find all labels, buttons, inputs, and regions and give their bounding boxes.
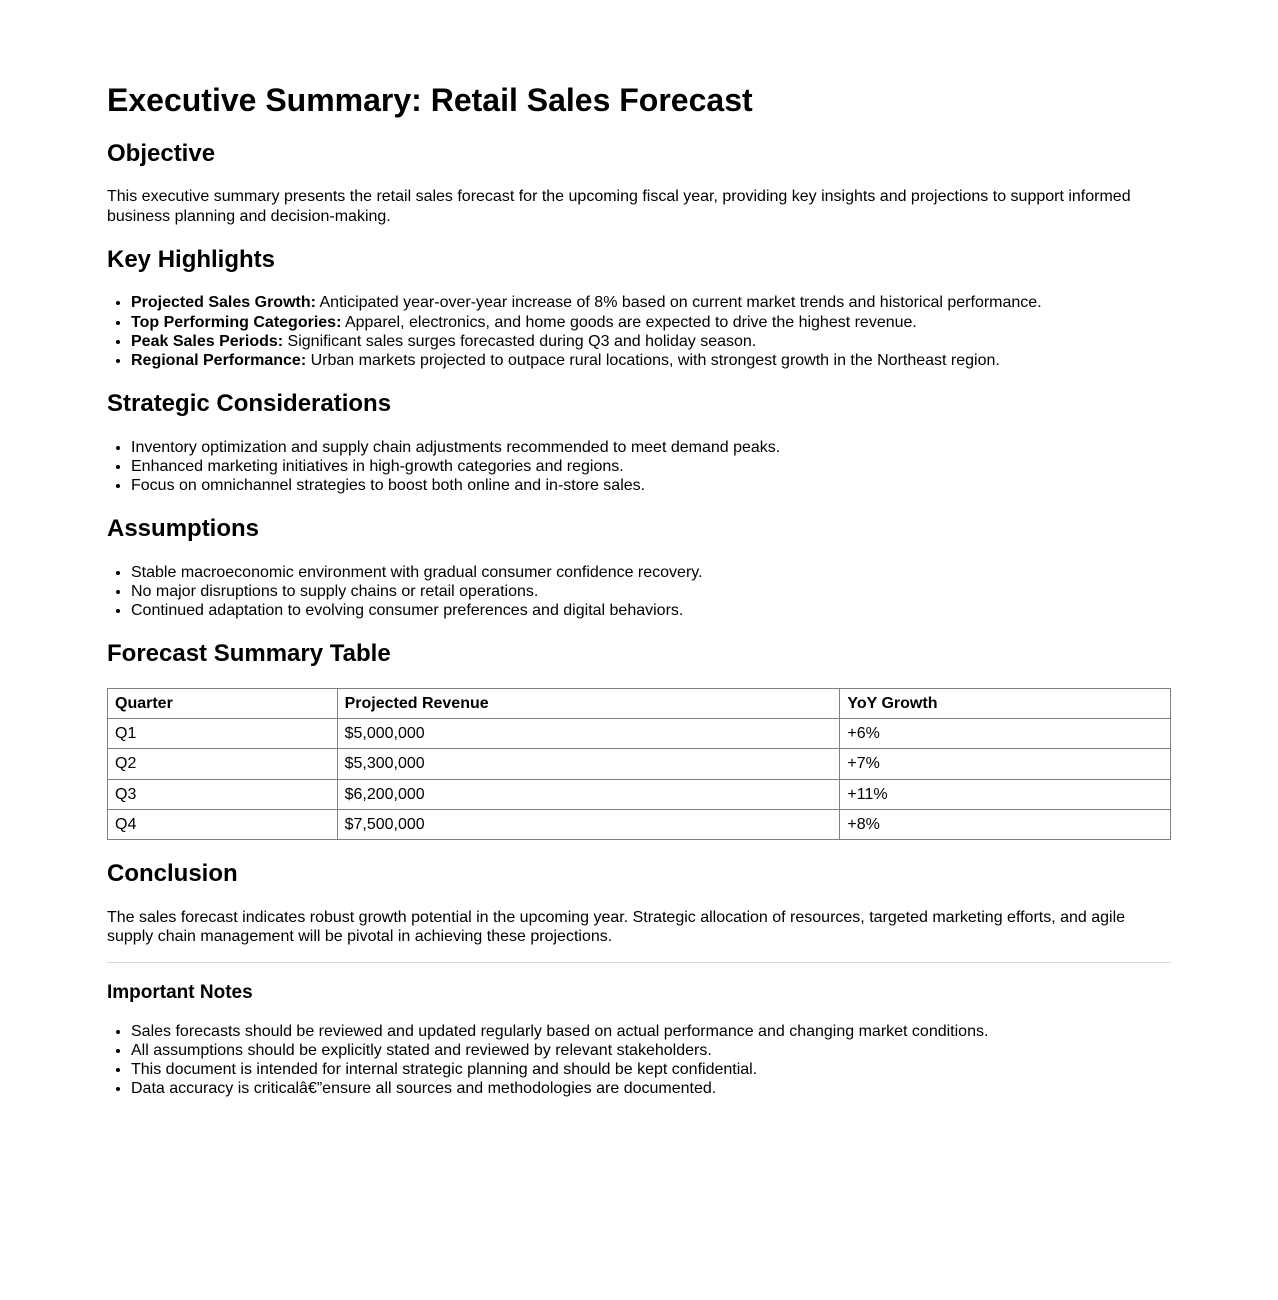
cell-growth: +11%: [840, 779, 1171, 809]
section-heading-important-notes: Important Notes: [107, 981, 253, 1003]
table-row: [108, 779, 1171, 809]
column-header-projected-revenue: Projected Revenue: [337, 689, 840, 719]
list-item: • This document is intended for internal strategic planning and should be kept confidential.: [131, 1060, 1171, 1079]
table-row: [108, 719, 1171, 749]
list-item: • No major disruptions to supply chains or retail operations.: [131, 582, 1171, 601]
cell-growth: +7%: [840, 749, 1171, 779]
list-item: [131, 351, 1171, 370]
cell-revenue: $5,000,000: [337, 719, 840, 749]
section-heading-objective: Objective: [107, 139, 216, 167]
cell-revenue: $6,200,000: [337, 779, 840, 809]
section-heading-strategic-considerations: Strategic Considerations: [107, 390, 392, 418]
cell-quarter: Q3: [108, 779, 338, 809]
cell-quarter: Q1: [108, 719, 338, 749]
list-item-label: Peak Sales Periods:: [131, 332, 284, 350]
list-item: • Focus on omnichannel strategies to boost both online and in-store sales.: [131, 476, 1171, 495]
section-divider: [107, 962, 1171, 963]
forecast-table: [107, 688, 1171, 840]
strategic-considerations-list: [107, 438, 1171, 496]
list-item-text: Apparel, electronics, and home goods are expected to drive the highest revenue.: [341, 313, 917, 331]
section-heading-key-highlights: Key Highlights: [107, 245, 276, 273]
cell-revenue: $5,300,000: [337, 749, 840, 779]
list-item: [131, 293, 1171, 312]
column-header-yoy-growth: YoY Growth: [840, 689, 1171, 719]
document-title: Executive Summary: Retail Sales Forecast: [107, 82, 753, 118]
list-item: • Stable macroeconomic environment with gradual consumer confidence recovery.: [131, 563, 1171, 582]
list-item-text: Urban markets projected to outpace rural locations, with strongest growth in the Northeast region.: [306, 351, 1000, 369]
table-row: [108, 809, 1171, 839]
key-highlights-list: [107, 293, 1171, 370]
cell-revenue: $7,500,000: [337, 809, 840, 839]
cell-growth: +6%: [840, 719, 1171, 749]
section-heading-conclusion: Conclusion: [107, 859, 238, 887]
list-item: • Inventory optimization and supply chain adjustments recommended to meet demand peaks.: [131, 438, 1171, 457]
list-item: • All assumptions should be explicitly stated and reviewed by relevant stakeholders.: [131, 1041, 1171, 1060]
list-item: [131, 332, 1171, 351]
cell-growth: +8%: [840, 809, 1171, 839]
section-heading-assumptions: Assumptions: [107, 515, 260, 543]
list-item-label: Top Performing Categories:: [131, 313, 342, 331]
conclusion-paragraph: The sales forecast indicates robust growth potential in the upcoming year. Strategic allocation of resources, targeted marketing efforts, and agile supply chain management will be pivotal in achieving these projections.: [107, 908, 1126, 945]
list-item-label: Regional Performance:: [131, 351, 307, 369]
section-heading-forecast-table: Forecast Summary Table: [107, 640, 391, 668]
cell-quarter: Q4: [108, 809, 338, 839]
cell-quarter: Q2: [108, 749, 338, 779]
table-header-row: [108, 689, 1171, 719]
list-item: • Sales forecasts should be reviewed and updated regularly based on actual performance and changing market conditions.: [131, 1022, 1171, 1041]
list-item-text: Anticipated year-over-year increase of 8% based on current market trends and historical performance.: [315, 294, 1042, 312]
table-row: [108, 749, 1171, 779]
assumptions-list: [107, 563, 1171, 621]
list-item: • Data accuracy is criticalâ€”ensure all sources and methodologies are documented.: [131, 1079, 1171, 1098]
column-header-quarter: Quarter: [108, 689, 338, 719]
important-notes-list: [107, 1022, 1171, 1099]
objective-paragraph: This executive summary presents the retail sales forecast for the upcoming fiscal year, providing key insights and projections to support informed business planning and decision-making.: [107, 188, 1131, 225]
list-item: [131, 313, 1171, 332]
list-item-label: Projected Sales Growth:: [131, 294, 316, 312]
list-item: • Continued adaptation to evolving consumer preferences and digital behaviors.: [131, 601, 1171, 620]
list-item: • Enhanced marketing initiatives in high-growth categories and regions.: [131, 457, 1171, 476]
list-item-text: Significant sales surges forecasted during Q3 and holiday season.: [283, 332, 757, 350]
